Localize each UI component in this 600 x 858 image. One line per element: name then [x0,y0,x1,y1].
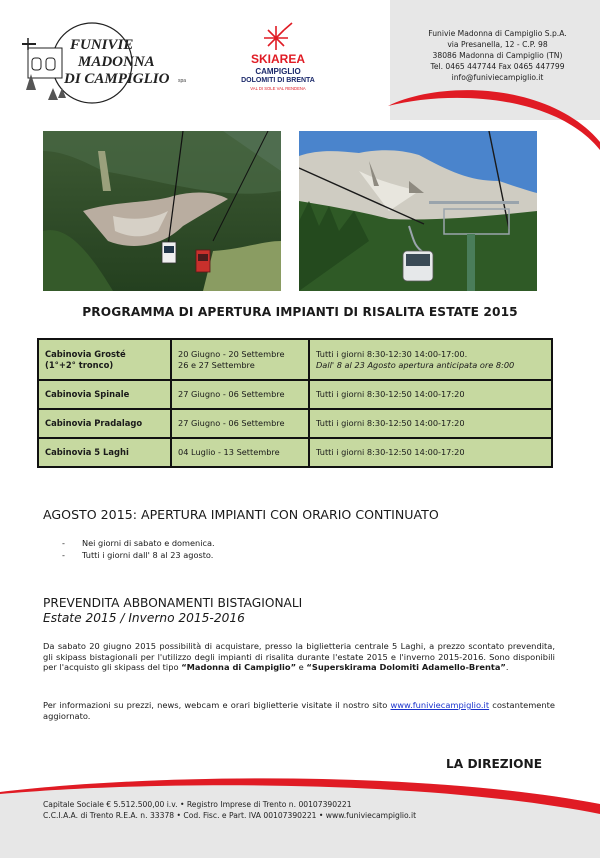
table-row [38,438,552,467]
date-range: 27 Giugno - 06 Settembre [171,409,309,438]
opening-hours: Tutti i giorni 8:30-12:50 14:00-17:20 [309,380,552,409]
hours-cell [309,339,552,380]
paragraph-text: Da sabato 20 giugno 2015 possibilità di acquistare, presso la biglietteria centrale 5 Laghi, a prezzo scontato prevendita, gli skipass bistagionali per l'utilizzo degli impianti di risalita durante l'estate 2015 e l'inverno 2015-2016. Sono disponibili per l'acquisto gli skipass del tipo [43,641,555,673]
skiarea-logo [228,22,328,96]
table-row [38,380,552,409]
dash-bullet-icon: - [62,550,65,560]
list-item-text: Nei giorni di sabato e domenica. [82,538,215,548]
prevendita-paragraph [43,641,555,673]
skiarea-text: SKIAREA [250,52,305,66]
website-link[interactable]: www.funiviecampiglio.it [390,700,490,710]
footer-line-2: C.C.I.A.A. di Trento R.E.A. n. 33378 • Cod. Fisc. e Part. IVA 00107390221 • www.funiviecampiglio.it [43,811,417,820]
paragraph-connector: e [296,662,307,673]
logo-text-spa: spa [178,78,187,84]
table-row [38,339,552,380]
valley-text: VAL DI SOLE VAL RENDENA [250,86,306,91]
table-row [38,409,552,438]
info-end: costantemente aggiornato. [43,700,555,721]
logo-text-funivie: FUNIVIE [70,37,134,53]
prevendita-heading: PREVENDITA ABBONAMENTI BISTAGIONALI [43,596,303,610]
date-range: 04 Luglio - 13 Settembre [171,438,309,467]
logo-text-campiglio: DI CAMPIGLIO [64,71,170,87]
list-item [62,549,215,561]
logo-text-madonna: MADONNA [78,54,155,70]
campiglio-text: CAMPIGLIO [255,67,301,76]
company-email[interactable]: info@funiviecampiglio.it [451,73,544,82]
dolomiti-text: DOLOMITI DI BRENTA [241,77,315,84]
date-extra: 26 e 27 Settembre [178,359,255,370]
info-text: Per informazioni su prezzi, news, webcam e orari biglietterie visitate il nostro sito [43,700,391,710]
company-name: Funivie Madonna di Campiglio S.p.A. [428,29,567,38]
agosto-heading: AGOSTO 2015: APERTURA IMPIANTI CON ORARIO CONTINUATO [43,507,439,522]
opening-hours: Tutti i giorni 8:30-12:50 14:00-17:20 [309,409,552,438]
dates-cell [171,339,309,380]
snowflake-icon [228,22,328,52]
agosto-list [62,537,215,561]
footer-legal-text [43,799,416,821]
date-range: 20 Giugno - 20 Settembre [178,348,285,359]
page-title: PROGRAMMA DI APERTURA IMPIANTI DI RISALITA ESTATE 2015 [82,305,518,319]
photo-cable-car-mountains [299,131,537,291]
paragraph-end: . [505,662,509,673]
funivie-logo [18,20,208,106]
lift-name-cell [38,339,171,380]
company-contact-block [410,28,585,83]
opening-hours: Tutti i giorni 8:30-12:50 14:00-17:20 [309,438,552,467]
company-city: 38086 Madonna di Campiglio (TN) [432,51,563,60]
list-item-text: Tutti i giorni dall' 8 al 23 agosto. [82,550,214,560]
pass-name-superskirama: “Superskirama Dolomiti Adamello-Brenta” [306,662,506,673]
pass-name-campiglio: “Madonna di Campiglio” [181,662,297,673]
lift-name: Cabinovia Spinale [38,380,171,409]
lift-name: Cabinovia Grosté [45,348,126,359]
opening-hours: Tutti i giorni 8:30-12:30 14:00-17:00. [316,348,468,359]
list-item [62,537,215,549]
lift-name: Cabinovia Pradalago [38,409,171,438]
company-phone: Tel. 0465 447744 Fax 0465 447799 [430,62,565,71]
date-range: 27 Giugno - 06 Settembre [171,380,309,409]
lift-name: Cabinovia 5 Laghi [38,438,171,467]
schedule-table [37,338,553,468]
photo-cable-car-valley [43,131,281,291]
dash-bullet-icon: - [62,538,65,548]
footer-line-1: Capitale Sociale € 5.512.500,00 i.v. • Registro Imprese di Trento n. 00107390221 [43,800,352,809]
signature: LA DIREZIONE [446,757,543,771]
prevendita-subheading: Estate 2015 / Inverno 2015-2016 [43,611,245,625]
company-address: via Presanella, 12 - C.P. 98 [447,40,548,49]
lift-name-detail: (1°+2° tronco) [45,359,114,370]
opening-hours-note: Dall' 8 al 23 Agosto apertura anticipata ore 8:00 [316,359,515,370]
info-paragraph [43,700,555,722]
